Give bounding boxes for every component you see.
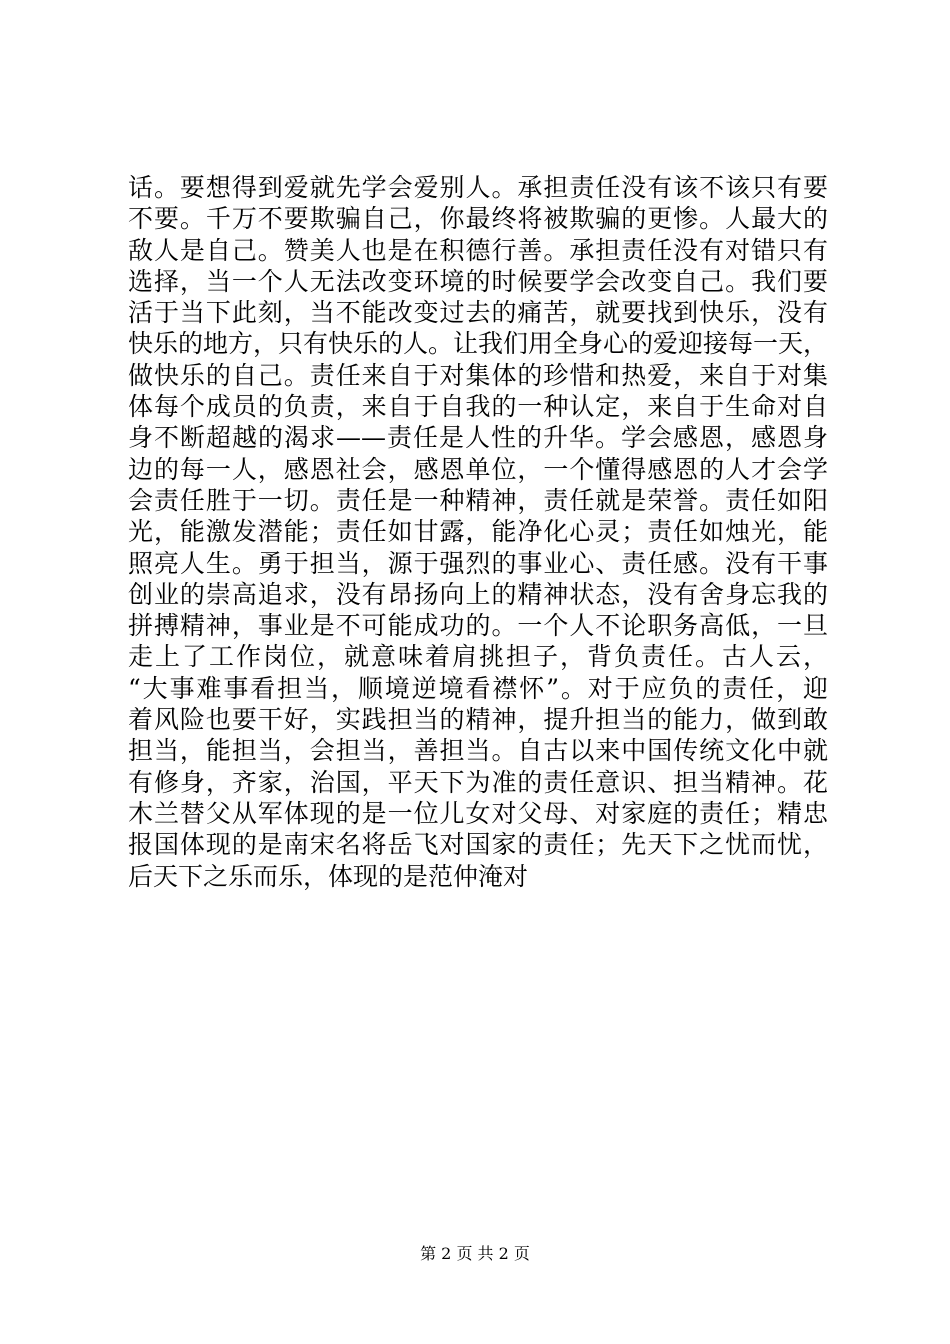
text-line-18: 着风险也要干好，实践担当的精神，提升担当的能力，做到敢	[128, 705, 828, 735]
text-line-8: 体每个成员的负责，来自于自我的一种认定，来自于生命对自	[128, 392, 828, 422]
body-paragraph	[128, 172, 828, 892]
text-line-19: 担当，能担当，会担当，善担当。自古以来中国传统文化中就	[128, 736, 828, 766]
text-line-20: 有修身，齐家，治国，平天下为准的责任意识、担当精神。花	[128, 767, 828, 797]
text-line-1: 话。要想得到爱就先学会爱别人。承担责任没有该不该只有要	[128, 173, 828, 202]
text-line-15: 拼搏精神，事业是不可能成功的。一个人不论职务高低，一旦	[128, 611, 828, 641]
text-line-7: 做快乐的自己。责任来自于对集体的珍惜和热爱，来自于对集	[128, 360, 828, 390]
text-line-6: 快乐的地方，只有快乐的人。让我们用全身心的爱迎接每一天，	[128, 329, 829, 359]
text-line-12: 光，能激发潜能；责任如甘露，能净化心灵；责任如烛光，能	[128, 517, 828, 547]
text-line-5: 活于当下此刻，当不能改变过去的痛苦，就要找到快乐，没有	[128, 298, 828, 328]
text-line-17: “大事难事看担当，顺境逆境看襟怀”。对于应负的责任，迎	[128, 673, 828, 703]
text-line-4: 选择，当一个人无法改变环境的时候要学会改变自己。我们要	[128, 266, 828, 296]
text-line-9: 身不断超越的渴求——责任是人性的升华。学会感恩，感恩身	[128, 423, 828, 453]
text-line-11: 会责任胜于一切。责任是一种精神，责任就是荣誉。责任如阳	[128, 485, 828, 515]
text-line-14: 创业的崇高追求，没有昂扬向上的精神状态，没有舍身忘我的	[128, 579, 828, 609]
text-line-16: 走上了工作岗位，就意味着肩挑担子，背负责任。古人云，	[128, 642, 828, 672]
text-line-13: 照亮人生。勇于担当，源于强烈的事业心、责任感。没有干事	[128, 548, 828, 578]
text-line-21: 木兰替父从军体现的是一位儿女对父母、对家庭的责任；精忠	[128, 798, 828, 828]
text-line-2: 不要。千万不要欺骗自己，你最终将被欺骗的更惨。人最大的	[128, 204, 828, 234]
page-footer	[0, 1244, 950, 1264]
text-line-10: 边的每一人，感恩社会，感恩单位，一个懂得感恩的人才会学	[128, 454, 828, 484]
text-line-22: 报国体现的是南宋名将岳飞对国家的责任；先天下之忧而忧，	[128, 830, 828, 860]
text-line-23: 后天下之乐而乐，体现的是范仲淹对	[128, 861, 529, 891]
text-line-3: 敌人是自己。赞美人也是在积德行善。承担责任没有对错只有	[128, 235, 828, 265]
page-number-label: 第 2 页 共 2 页	[420, 1244, 530, 1263]
